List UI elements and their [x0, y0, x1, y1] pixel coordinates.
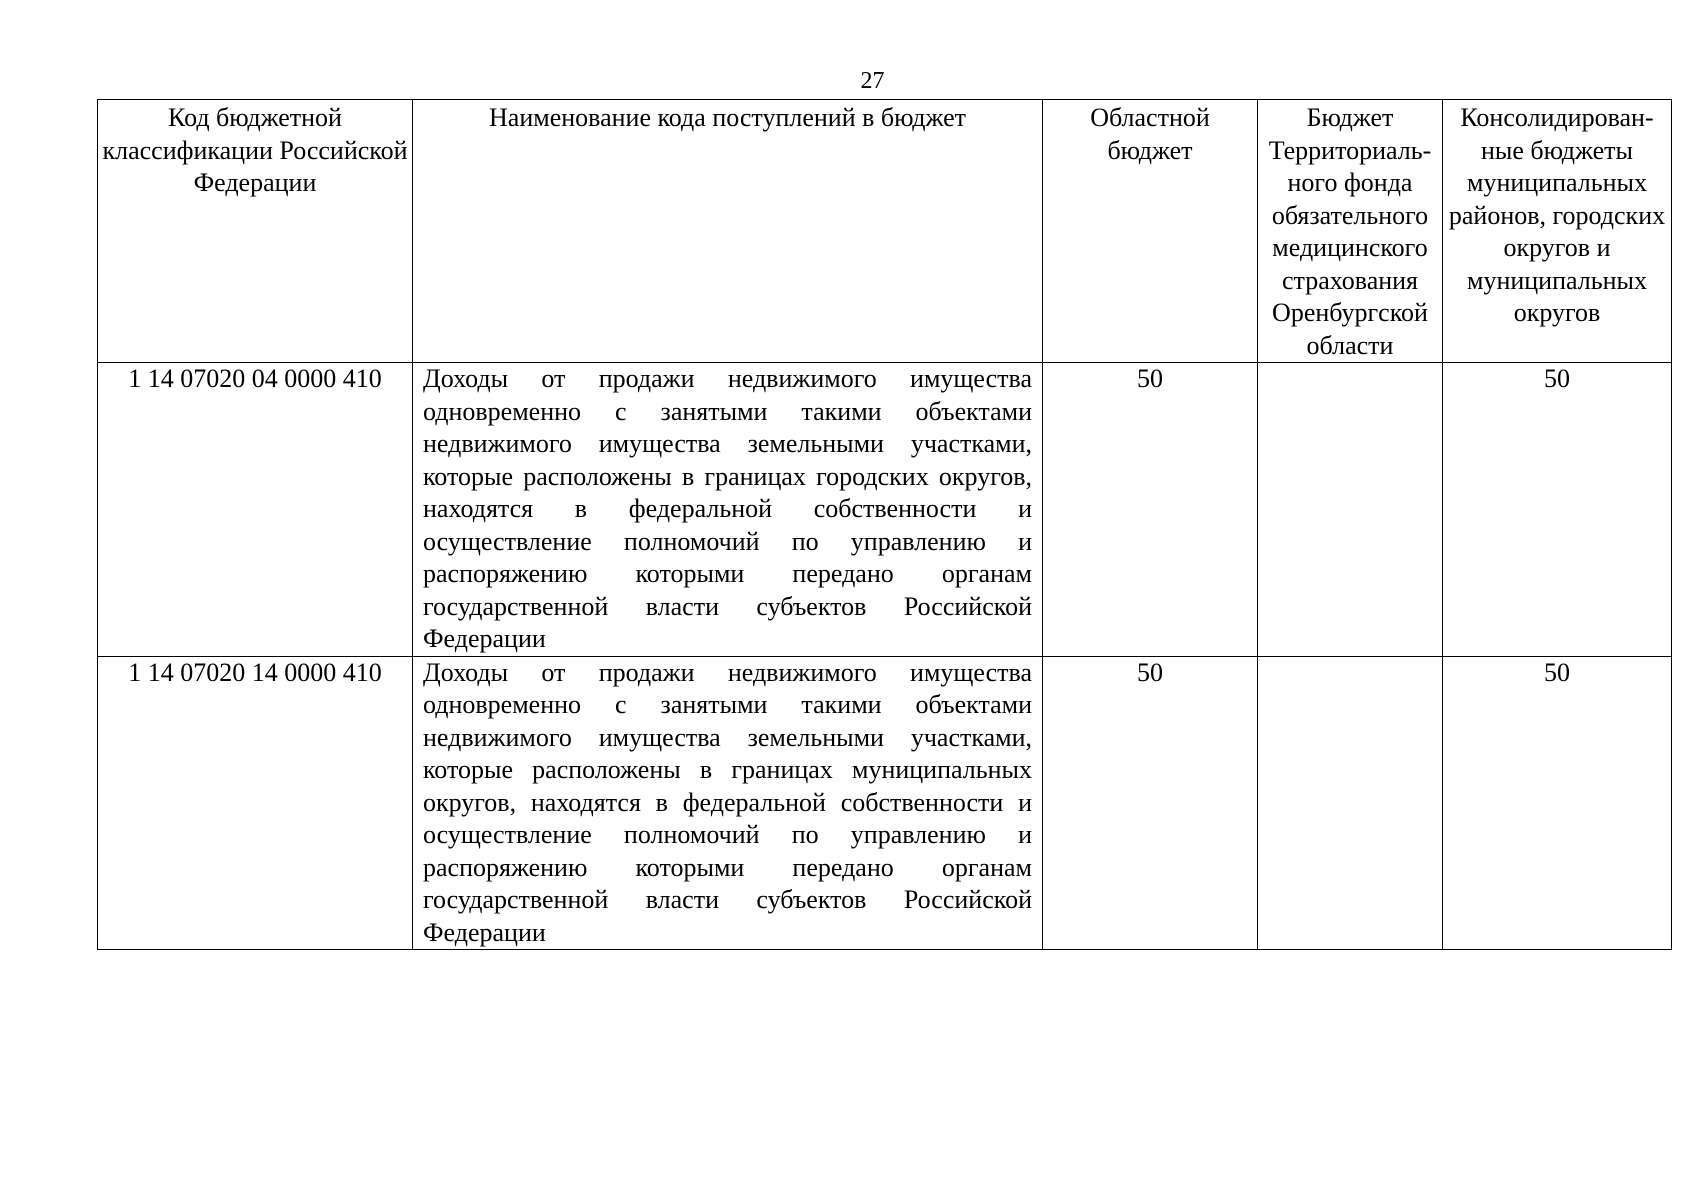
header-municipal-budgets-label: Консолидирован-ные бюджеты муниципальных районов, городских округов и муниципальных округов	[1448, 103, 1666, 327]
row-tfoms-value	[1258, 363, 1443, 657]
row-description: Доходы от продажи недвижимого имущества одновременно с занятыми такими объектами недвижимого имущества земельными участками, которые расположены в границах городских округов, находятся в федеральной собственности и осуществление полномочий по управлению и распоряжению которыми передано органам государственной власти субъектов Российской Федерации	[423, 364, 1032, 653]
row-municipal-value: 50	[1443, 363, 1672, 657]
header-code-label: Код бюджетной классификации Российской Федерации	[102, 103, 408, 197]
header-name-label: Наименование кода поступлений в бюджет	[489, 103, 966, 132]
header-regional-budget-label: Областной бюджет	[1090, 103, 1210, 165]
row-code: 1 14 07020 14 0000 410	[128, 657, 382, 687]
row-municipal-value: 50	[1443, 656, 1672, 950]
budget-revenue-table	[97, 99, 1672, 950]
header-tfoms-budget	[1258, 100, 1443, 363]
header-regional-budget	[1043, 100, 1258, 363]
row-regional-value: 50	[1043, 656, 1258, 950]
table-header-row	[98, 100, 1672, 363]
header-municipal-budgets	[1443, 100, 1672, 363]
row-tfoms-value	[1258, 656, 1443, 950]
row-description-cell	[413, 363, 1043, 657]
header-code	[98, 100, 413, 363]
table-row	[98, 363, 1672, 657]
row-regional-value: 50	[1043, 363, 1258, 657]
row-code-cell	[98, 656, 413, 950]
row-description: Доходы от продажи недвижимого имущества одновременно с занятыми такими объектами недвижимого имущества земельными участками, которые расположены в границах муниципальных округов, находятся в федеральной собственности и осуществление полномочий по управлению и распоряжению которыми передано органам государственной власти субъектов Российской Федерации	[423, 657, 1032, 947]
header-name	[413, 100, 1043, 363]
header-tfoms-budget-label: Бюджет Территориаль-ного фонда обязательного медицинского страхования Оренбургской области	[1268, 103, 1432, 360]
row-description-cell	[413, 656, 1043, 950]
row-code-cell	[98, 363, 413, 657]
row-code: 1 14 07020 04 0000 410	[128, 364, 382, 393]
table-row	[98, 656, 1672, 950]
page-number: 27	[860, 68, 885, 94]
